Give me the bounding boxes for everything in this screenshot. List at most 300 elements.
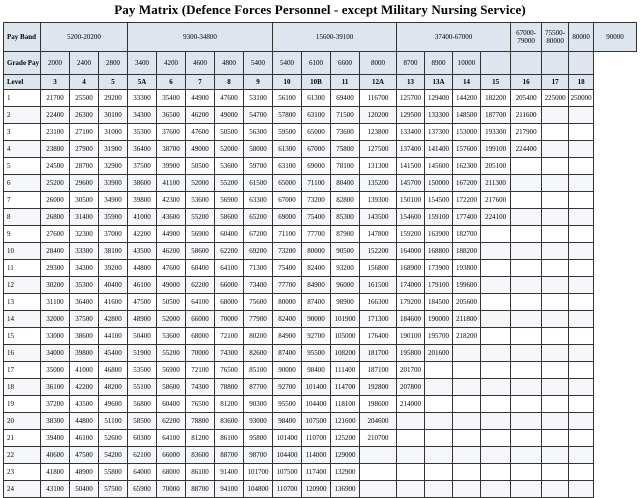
pay-cell: 210700 [360, 430, 397, 447]
pay-cell: 192800 [360, 379, 397, 396]
pay-cell: 44900 [186, 90, 215, 107]
pay-cell: 70000 [215, 311, 244, 328]
pay-cell: 71100 [302, 175, 331, 192]
pay-cell: 168800 [425, 243, 453, 260]
pay-cell: 47600 [186, 124, 215, 141]
pay-cell: 75800 [331, 141, 360, 158]
pay-cell: 38100 [99, 243, 128, 260]
row-index: 17 [4, 362, 41, 379]
pay-cell: 60400 [157, 396, 186, 413]
pay-cell: 25200 [41, 175, 70, 192]
table-row [4, 447, 637, 464]
pay-cell: 195700 [425, 328, 453, 345]
pay-cell [542, 362, 569, 379]
pay-cell [542, 277, 569, 294]
pay-cell: 162300 [453, 158, 481, 175]
table-row [4, 209, 637, 226]
pay-cell: 53100 [244, 90, 273, 107]
pay-cell: 136900 [331, 481, 360, 498]
pay-cell [453, 430, 481, 447]
pay-cell: 60400 [186, 260, 215, 277]
pay-cell: 133400 [397, 124, 425, 141]
pay-band-label: Pay Band [4, 23, 41, 52]
pay-cell [542, 396, 569, 413]
pay-cell: 71100 [273, 226, 302, 243]
pay-cell [569, 107, 594, 124]
pay-band-value: 80000 [572, 33, 590, 41]
row-index: 5 [4, 158, 41, 175]
pay-cell: 150100 [397, 192, 425, 209]
level-cell: 12A [360, 75, 397, 90]
pay-cell: 110700 [302, 430, 331, 447]
pay-cell: 125700 [397, 90, 425, 107]
pay-cell [542, 175, 569, 192]
level-cell: 13A [425, 75, 453, 90]
pay-cell: 72100 [215, 328, 244, 345]
pay-cell [425, 396, 453, 413]
pay-cell: 96000 [331, 277, 360, 294]
level-row [4, 75, 637, 90]
pay-cell: 88700 [215, 447, 244, 464]
pay-cell: 141500 [397, 158, 425, 175]
pay-cell: 67000 [273, 192, 302, 209]
row-index: 19 [4, 396, 41, 413]
pay-cell: 36400 [70, 294, 99, 311]
grade-pay-cell: 8900 [425, 52, 453, 75]
pay-cell [569, 277, 594, 294]
pay-cell: 44800 [70, 413, 99, 430]
pay-cell: 80000 [302, 243, 331, 260]
pay-band-value: 9300-34800 [183, 33, 217, 41]
pay-cell [453, 396, 481, 413]
pay-cell: 30500 [70, 192, 99, 209]
pay-cell: 65900 [128, 481, 157, 498]
grade-pay-cell: 8000 [360, 52, 397, 75]
pay-cell: 31100 [41, 294, 70, 311]
pay-cell: 193800 [453, 260, 481, 277]
pay-cell: 33300 [128, 90, 157, 107]
pay-cell: 61300 [302, 90, 331, 107]
table-row [4, 430, 637, 447]
pay-cell: 47500 [70, 447, 99, 464]
pay-cell: 33900 [99, 175, 128, 192]
pay-cell: 176400 [360, 328, 397, 345]
pay-cell: 39800 [128, 192, 157, 209]
pay-cell: 190000 [425, 311, 453, 328]
pay-cell [569, 141, 594, 158]
pay-band-value: 90000 [606, 33, 624, 41]
pay-band-value: 67000-79000 [516, 29, 536, 45]
pay-cell: 46200 [186, 107, 215, 124]
pay-cell [569, 328, 594, 345]
pay-cell: 60300 [128, 430, 157, 447]
pay-cell: 107500 [302, 413, 331, 430]
pay-cell: 61500 [244, 175, 273, 192]
pay-cell: 117400 [302, 464, 331, 481]
pay-cell: 32000 [41, 311, 70, 328]
pay-cell [481, 345, 511, 362]
pay-cell: 211300 [481, 175, 511, 192]
pay-cell: 30100 [99, 107, 128, 124]
pay-cell: 171300 [360, 311, 397, 328]
pay-cell: 95500 [302, 345, 331, 362]
pay-cell: 50400 [128, 328, 157, 345]
pay-cell: 74300 [215, 345, 244, 362]
pay-cell [453, 464, 481, 481]
pay-cell: 39200 [99, 260, 128, 277]
pay-cell: 22400 [41, 107, 70, 124]
pay-cell [397, 447, 425, 464]
level-cell: 9 [244, 75, 273, 90]
pay-cell: 42800 [99, 311, 128, 328]
pay-cell [511, 209, 542, 226]
pay-cell: 24500 [41, 158, 70, 175]
pay-cell: 36500 [157, 107, 186, 124]
pay-cell: 161500 [360, 277, 397, 294]
pay-cell: 198600 [360, 396, 397, 413]
row-index: 18 [4, 379, 41, 396]
pay-cell [425, 430, 453, 447]
pay-cell: 80400 [331, 175, 360, 192]
pay-cell [569, 260, 594, 277]
pay-cell [542, 226, 569, 243]
pay-cell [481, 260, 511, 277]
pay-cell [569, 124, 594, 141]
pay-cell: 193300 [481, 124, 511, 141]
pay-cell: 71300 [244, 260, 273, 277]
table-row [4, 141, 637, 158]
grade-pay-cell: 4600 [186, 52, 215, 75]
pay-cell [481, 243, 511, 260]
pay-cell: 29600 [70, 175, 99, 192]
table-row [4, 413, 637, 430]
pay-cell: 64000 [128, 464, 157, 481]
pay-cell: 153000 [453, 124, 481, 141]
pay-cell: 52000 [215, 141, 244, 158]
row-index: 8 [4, 209, 41, 226]
pay-cell [542, 464, 569, 481]
pay-cell: 137400 [397, 141, 425, 158]
pay-cell: 69000 [302, 158, 331, 175]
pay-cell: 184500 [425, 294, 453, 311]
pay-cell: 114000 [302, 447, 331, 464]
pay-cell [569, 413, 594, 430]
pay-cell: 66000 [215, 277, 244, 294]
pay-cell: 29200 [99, 90, 128, 107]
pay-cell: 167200 [453, 175, 481, 192]
pay-cell [511, 464, 542, 481]
pay-cell: 173900 [425, 260, 453, 277]
pay-cell: 58600 [157, 379, 186, 396]
pay-band-value: 5200-20200 [67, 33, 101, 41]
pay-cell [511, 447, 542, 464]
pay-cell [425, 464, 453, 481]
pay-cell [569, 362, 594, 379]
pay-cell: 82400 [302, 260, 331, 277]
pay-cell [569, 226, 594, 243]
pay-cell: 29300 [41, 260, 70, 277]
pay-cell: 51100 [99, 413, 128, 430]
pay-cell: 39400 [41, 430, 70, 447]
pay-cell: 82600 [244, 345, 273, 362]
pay-cell: 34300 [128, 107, 157, 124]
pay-cell: 157600 [453, 141, 481, 158]
row-index: 1 [4, 90, 41, 107]
pay-cell: 32900 [99, 158, 128, 175]
pay-cell: 83600 [215, 413, 244, 430]
pay-cell: 91400 [215, 464, 244, 481]
pay-cell: 77700 [273, 277, 302, 294]
pay-cell [425, 413, 453, 430]
table-row [4, 260, 637, 277]
pay-cell: 38300 [41, 413, 70, 430]
pay-cell [542, 260, 569, 277]
pay-cell: 107500 [273, 464, 302, 481]
pay-cell: 76500 [215, 362, 244, 379]
table-row [4, 107, 637, 124]
pay-cell [542, 243, 569, 260]
grade-pay-cell: 5400 [273, 52, 302, 75]
pay-cell: 137300 [425, 124, 453, 141]
pay-band-value: 75500-80000 [545, 29, 565, 45]
pay-cell: 74300 [186, 379, 215, 396]
pay-cell: 174000 [397, 277, 425, 294]
pay-cell: 152200 [360, 243, 397, 260]
pay-cell: 35300 [128, 124, 157, 141]
pay-cell: 68000 [157, 464, 186, 481]
pay-cell: 87400 [302, 294, 331, 311]
table-row [4, 277, 637, 294]
pay-cell: 81200 [186, 430, 215, 447]
row-index: 16 [4, 345, 41, 362]
pay-cell: 85100 [244, 362, 273, 379]
level-cell: 6 [157, 75, 186, 90]
pay-cell: 199600 [453, 277, 481, 294]
pay-cell [569, 311, 594, 328]
pay-cell: 56100 [273, 90, 302, 107]
pay-cell: 92700 [273, 379, 302, 396]
pay-cell [511, 328, 542, 345]
pay-cell: 76500 [186, 396, 215, 413]
pay-cell: 32300 [70, 226, 99, 243]
pay-cell [360, 464, 397, 481]
pay-cell: 37600 [157, 124, 186, 141]
pay-cell [542, 481, 569, 498]
pay-cell: 80000 [273, 294, 302, 311]
pay-cell: 75400 [273, 260, 302, 277]
pay-cell: 78800 [186, 413, 215, 430]
pay-cell: 139300 [360, 192, 397, 209]
level-cell: 16 [511, 75, 542, 90]
level-cell: 4 [70, 75, 99, 90]
pay-cell: 67000 [302, 141, 331, 158]
pay-cell: 145700 [397, 175, 425, 192]
pay-cell: 129500 [397, 107, 425, 124]
pay-cell: 204600 [360, 413, 397, 430]
pay-cell [511, 192, 542, 209]
pay-cell [397, 481, 425, 498]
pay-cell: 59500 [273, 124, 302, 141]
pay-cell: 43500 [70, 396, 99, 413]
pay-cell: 56900 [215, 192, 244, 209]
pay-cell [360, 447, 397, 464]
pay-cell: 35000 [41, 362, 70, 379]
pay-cell [397, 430, 425, 447]
level-cell: 8 [215, 75, 244, 90]
pay-cell: 199100 [481, 141, 511, 158]
pay-cell: 56800 [128, 396, 157, 413]
pay-cell: 49000 [186, 141, 215, 158]
grade-pay-cell: 4200 [157, 52, 186, 75]
pay-cell: 105000 [331, 328, 360, 345]
pay-cell: 75600 [244, 294, 273, 311]
pay-cell: 50500 [215, 124, 244, 141]
pay-cell: 28700 [70, 158, 99, 175]
row-index: 2 [4, 107, 41, 124]
table-row [4, 464, 637, 481]
pay-cell: 49000 [157, 277, 186, 294]
pay-cell: 63100 [302, 107, 331, 124]
pay-cell: 55200 [186, 209, 215, 226]
pay-cell: 205400 [511, 90, 542, 107]
pay-cell: 187700 [481, 107, 511, 124]
pay-cell: 177400 [453, 209, 481, 226]
pay-cell: 58600 [215, 209, 244, 226]
pay-cell: 114700 [331, 379, 360, 396]
pay-cell [569, 430, 594, 447]
pay-cell: 36100 [41, 379, 70, 396]
pay-cell: 86100 [186, 464, 215, 481]
pay-cell: 182700 [453, 226, 481, 243]
pay-cell [481, 481, 511, 498]
pay-cell [511, 379, 542, 396]
pay-cell: 46200 [157, 243, 186, 260]
pay-cell: 164000 [397, 243, 425, 260]
table-row [4, 226, 637, 243]
pay-cell: 69000 [273, 209, 302, 226]
pay-cell: 217600 [481, 192, 511, 209]
pay-cell: 27900 [70, 141, 99, 158]
pay-cell: 40600 [41, 447, 70, 464]
pay-cell: 55200 [215, 175, 244, 192]
row-index: 14 [4, 311, 41, 328]
grade-pay-cell: 6600 [331, 52, 360, 75]
pay-cell: 41800 [41, 464, 70, 481]
pay-cell: 147800 [360, 226, 397, 243]
pay-cell: 71500 [331, 107, 360, 124]
pay-cell [511, 277, 542, 294]
pay-cell: 224400 [511, 141, 542, 158]
pay-cell: 163900 [425, 226, 453, 243]
pay-cell: 184600 [397, 311, 425, 328]
pay-cell: 55200 [157, 345, 186, 362]
pay-cell: 46100 [128, 277, 157, 294]
grade-pay-cell [481, 52, 511, 75]
pay-cell: 44100 [99, 328, 128, 345]
pay-cell: 56900 [186, 226, 215, 243]
pay-cell [511, 158, 542, 175]
pay-cell: 55800 [99, 464, 128, 481]
pay-cell [397, 464, 425, 481]
pay-cell: 90500 [331, 243, 360, 260]
pay-cell [569, 345, 594, 362]
pay-cell: 62200 [186, 277, 215, 294]
pay-cell: 141400 [425, 141, 453, 158]
pay-cell: 116700 [360, 90, 397, 107]
pay-cell [569, 209, 594, 226]
pay-cell [542, 345, 569, 362]
pay-cell: 52000 [186, 175, 215, 192]
pay-band-value: 37400-67000 [434, 33, 473, 41]
pay-cell [425, 481, 453, 498]
pay-cell: 42200 [128, 226, 157, 243]
pay-cell: 133300 [425, 107, 453, 124]
pay-cell [425, 362, 453, 379]
pay-cell [569, 294, 594, 311]
pay-cell: 67200 [244, 226, 273, 243]
pay-cell: 52000 [157, 311, 186, 328]
grade-pay-cell [511, 52, 542, 75]
pay-cell: 65000 [302, 124, 331, 141]
pay-cell [542, 158, 569, 175]
pay-cell: 166300 [360, 294, 397, 311]
pay-cell: 217900 [511, 124, 542, 141]
pay-cell: 62200 [215, 243, 244, 260]
pay-cell: 125200 [331, 430, 360, 447]
row-index: 21 [4, 430, 41, 447]
table-row [4, 175, 637, 192]
pay-cell [542, 328, 569, 345]
row-index: 15 [4, 328, 41, 345]
row-index: 22 [4, 447, 41, 464]
pay-cell: 64100 [157, 430, 186, 447]
pay-cell: 41000 [128, 209, 157, 226]
pay-cell [360, 481, 397, 498]
pay-cell: 47600 [157, 260, 186, 277]
pay-cell: 75400 [302, 209, 331, 226]
pay-cell: 42200 [70, 379, 99, 396]
table-row [4, 243, 637, 260]
pay-cell: 57800 [273, 107, 302, 124]
pay-cell [542, 413, 569, 430]
pay-cell: 78100 [331, 158, 360, 175]
pay-cell [511, 430, 542, 447]
pay-cell: 87700 [244, 379, 273, 396]
pay-cell: 73600 [331, 124, 360, 141]
pay-cell: 35400 [157, 90, 186, 107]
pay-cell: 154600 [397, 209, 425, 226]
pay-cell: 95500 [273, 396, 302, 413]
level-cell: 11 [331, 75, 360, 90]
pay-cell: 84900 [273, 328, 302, 345]
pay-band-cell [128, 23, 273, 52]
pay-cell: 65200 [244, 209, 273, 226]
pay-cell: 121600 [331, 413, 360, 430]
pay-cell: 50500 [186, 158, 215, 175]
pay-band-cell [511, 23, 542, 52]
pay-cell: 154500 [425, 192, 453, 209]
grade-pay-cell: 2000 [41, 52, 70, 75]
table-row [4, 396, 637, 413]
grade-pay-cell: 4800 [215, 52, 244, 75]
pay-cell [453, 362, 481, 379]
pay-cell [481, 294, 511, 311]
level-cell: 3 [41, 75, 70, 90]
pay-cell: 69400 [331, 90, 360, 107]
pay-cell: 37500 [70, 311, 99, 328]
pay-cell: 81200 [215, 396, 244, 413]
grade-pay-cell: 10000 [453, 52, 481, 75]
